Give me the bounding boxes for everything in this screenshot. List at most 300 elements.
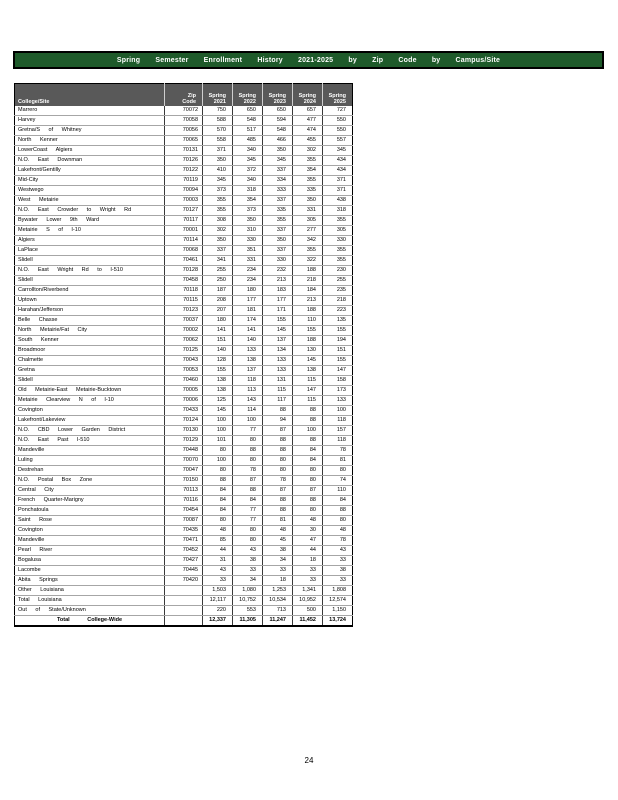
site-cell: LowerCoast Algiers: [15, 146, 165, 156]
site-cell: Belle Chasse: [15, 316, 165, 326]
zip-cell: 70461: [165, 256, 203, 266]
value-cell: 188: [293, 266, 323, 276]
table-row: [15, 156, 353, 166]
value-cell: 434: [323, 166, 353, 176]
value-cell: 305: [293, 216, 323, 226]
value-cell: 373: [233, 206, 263, 216]
grand-total-row: [15, 616, 353, 627]
total-row: [15, 606, 353, 616]
value-cell: 80: [323, 466, 353, 476]
zip-cell: 70087: [165, 516, 203, 526]
value-cell: 180: [203, 316, 233, 326]
zip-cell: [165, 606, 203, 616]
value-cell: 44: [293, 546, 323, 556]
table-row: [15, 286, 353, 296]
value-cell: 455: [293, 136, 323, 146]
value-cell: 88: [233, 486, 263, 496]
site-cell: N.O. Postal Box Zone: [15, 476, 165, 486]
value-cell: 657: [293, 106, 323, 116]
table-row: [15, 496, 353, 506]
value-cell: 345: [323, 146, 353, 156]
value-cell: 337: [203, 246, 233, 256]
value-cell: 187: [203, 286, 233, 296]
table-row: [15, 576, 353, 586]
value-cell: 43: [203, 566, 233, 576]
value-cell: 34: [233, 576, 263, 586]
table-row: [15, 206, 353, 216]
value-cell: 302: [293, 146, 323, 156]
zip-cell: 70058: [165, 116, 203, 126]
value-cell: 80: [293, 466, 323, 476]
site-cell: Carrollton/Riverbend: [15, 286, 165, 296]
value-cell: 151: [323, 346, 353, 356]
value-cell: 550: [323, 116, 353, 126]
site-cell: Total College-Wide: [15, 616, 165, 627]
table-row: [15, 136, 353, 146]
value-cell: 340: [233, 176, 263, 186]
value-cell: 213: [263, 276, 293, 286]
value-cell: 223: [323, 306, 353, 316]
zip-cell: 70448: [165, 446, 203, 456]
value-cell: 100: [323, 406, 353, 416]
value-cell: 84: [203, 486, 233, 496]
value-cell: 100: [233, 416, 263, 426]
header-line: Spring: [268, 93, 286, 99]
value-cell: 133: [263, 366, 293, 376]
value-cell: 147: [293, 386, 323, 396]
table-row: [15, 426, 353, 436]
site-cell: Metairie Clearview N of I-10: [15, 396, 165, 406]
site-cell: Westwego: [15, 186, 165, 196]
value-cell: 133: [323, 396, 353, 406]
value-cell: 84: [293, 446, 323, 456]
value-cell: 78: [323, 446, 353, 456]
site-cell: N.O. East Past I-510: [15, 436, 165, 446]
value-cell: 410: [203, 166, 233, 176]
value-cell: 141: [203, 326, 233, 336]
report-title-bar: [13, 51, 604, 69]
value-cell: 155: [263, 316, 293, 326]
site-cell: North Metairie/Fat City: [15, 326, 165, 336]
value-cell: 38: [233, 556, 263, 566]
value-cell: 194: [323, 336, 353, 346]
site-cell: Algiers: [15, 236, 165, 246]
value-cell: 350: [263, 146, 293, 156]
value-cell: 350: [203, 236, 233, 246]
value-cell: 87: [233, 476, 263, 486]
value-cell: 341: [203, 256, 233, 266]
value-cell: 80: [263, 456, 293, 466]
zip-cell: 70433: [165, 406, 203, 416]
zip-cell: 70001: [165, 226, 203, 236]
value-cell: 230: [323, 266, 353, 276]
zip-cell: 70127: [165, 206, 203, 216]
value-cell: 557: [323, 136, 353, 146]
value-cell: 10,952: [293, 596, 323, 606]
table-row: [15, 346, 353, 356]
table-row: [15, 246, 353, 256]
value-cell: 181: [233, 306, 263, 316]
value-cell: 88: [203, 476, 233, 486]
zip-cell: 70043: [165, 356, 203, 366]
value-cell: 594: [263, 116, 293, 126]
zip-cell: 70062: [165, 336, 203, 346]
value-cell: 87: [293, 486, 323, 496]
value-cell: 88: [263, 436, 293, 446]
zip-cell: 70003: [165, 196, 203, 206]
value-cell: 88: [263, 496, 293, 506]
zip-cell: 70458: [165, 276, 203, 286]
value-cell: 1,503: [203, 586, 233, 596]
zip-cell: [165, 586, 203, 596]
value-cell: 33: [263, 566, 293, 576]
value-cell: 331: [293, 206, 323, 216]
value-cell: 80: [233, 526, 263, 536]
value-cell: 1,341: [293, 586, 323, 596]
header-line: Spring: [238, 93, 256, 99]
total-row: [15, 596, 353, 606]
value-cell: 88: [233, 446, 263, 456]
value-cell: 12,337: [203, 616, 233, 627]
table-row: [15, 366, 353, 376]
value-cell: 80: [203, 516, 233, 526]
site-cell: Covington: [15, 526, 165, 536]
value-cell: 138: [203, 376, 233, 386]
table-row: [15, 526, 353, 536]
table-row: [15, 406, 353, 416]
value-cell: 207: [203, 306, 233, 316]
value-cell: 350: [203, 156, 233, 166]
enrollment-table: [14, 83, 353, 627]
value-cell: 350: [293, 196, 323, 206]
value-cell: 38: [263, 546, 293, 556]
value-cell: 335: [263, 206, 293, 216]
value-cell: 650: [263, 106, 293, 116]
zip-cell: 70005: [165, 386, 203, 396]
value-cell: 173: [323, 386, 353, 396]
value-cell: 84: [233, 496, 263, 506]
table-row: [15, 146, 353, 156]
table-row: [15, 456, 353, 466]
value-cell: 135: [323, 316, 353, 326]
zip-cell: 70123: [165, 306, 203, 316]
site-cell: Slidell: [15, 376, 165, 386]
value-cell: 335: [293, 186, 323, 196]
value-cell: 235: [323, 286, 353, 296]
column-header-spring-2021: [203, 84, 233, 107]
value-cell: 213: [293, 296, 323, 306]
value-cell: 548: [233, 116, 263, 126]
column-header-spring-2022: [233, 84, 263, 107]
zip-cell: 70115: [165, 296, 203, 306]
table-row: [15, 396, 353, 406]
value-cell: 117: [263, 396, 293, 406]
value-cell: 171: [263, 306, 293, 316]
site-cell: Gretna/S of Whitney: [15, 126, 165, 136]
value-cell: 18: [293, 556, 323, 566]
value-cell: 118: [323, 416, 353, 426]
site-cell: Mid-City: [15, 176, 165, 186]
value-cell: 333: [263, 186, 293, 196]
site-cell: Old Metairie-East Metairie-Bucktown: [15, 386, 165, 396]
value-cell: 188: [293, 306, 323, 316]
value-cell: 138: [233, 356, 263, 366]
value-cell: 130: [293, 346, 323, 356]
site-cell: N.O. East Downman: [15, 156, 165, 166]
value-cell: 330: [263, 256, 293, 266]
zip-cell: 70454: [165, 506, 203, 516]
value-cell: 355: [323, 256, 353, 266]
value-cell: 337: [263, 226, 293, 236]
value-cell: 434: [323, 156, 353, 166]
value-cell: 12,574: [323, 596, 353, 606]
value-cell: 10,534: [263, 596, 293, 606]
value-cell: 220: [203, 606, 233, 616]
value-cell: 548: [263, 126, 293, 136]
value-cell: 340: [233, 146, 263, 156]
value-cell: 218: [323, 296, 353, 306]
value-cell: 570: [203, 126, 233, 136]
column-header-zip-code: [165, 84, 203, 107]
enrollment-table-header: [15, 84, 353, 107]
value-cell: 553: [233, 606, 263, 616]
value-cell: 355: [293, 176, 323, 186]
value-cell: 155: [323, 326, 353, 336]
zip-cell: 70037: [165, 316, 203, 326]
table-row: [15, 216, 353, 226]
value-cell: 308: [203, 216, 233, 226]
value-cell: 334: [263, 176, 293, 186]
value-cell: 174: [233, 316, 263, 326]
value-cell: 48: [323, 526, 353, 536]
value-cell: 302: [203, 226, 233, 236]
value-cell: 355: [323, 246, 353, 256]
value-cell: 318: [233, 186, 263, 196]
site-cell: Gretna: [15, 366, 165, 376]
value-cell: 218: [293, 276, 323, 286]
value-cell: 351: [233, 246, 263, 256]
table-row: [15, 106, 353, 116]
site-cell: Lakefront/Lakeview: [15, 416, 165, 426]
table-row: [15, 316, 353, 326]
zip-cell: 70130: [165, 426, 203, 436]
value-cell: 80: [293, 506, 323, 516]
value-cell: 30: [293, 526, 323, 536]
table-row: [15, 256, 353, 266]
table-row: [15, 276, 353, 286]
value-cell: 33: [203, 576, 233, 586]
value-cell: 47: [293, 536, 323, 546]
value-cell: 10,752: [233, 596, 263, 606]
value-cell: 143: [233, 396, 263, 406]
site-cell: French Quarter-Marigny: [15, 496, 165, 506]
value-cell: 350: [233, 216, 263, 226]
zip-cell: 70094: [165, 186, 203, 196]
zip-cell: 70131: [165, 146, 203, 156]
zip-cell: 70150: [165, 476, 203, 486]
zip-cell: 70460: [165, 376, 203, 386]
table-row: [15, 266, 353, 276]
page-number: 24: [304, 756, 314, 765]
zip-cell: 70072: [165, 106, 203, 116]
value-cell: 145: [293, 356, 323, 366]
value-cell: 372: [233, 166, 263, 176]
table-row: [15, 336, 353, 346]
value-cell: 371: [203, 146, 233, 156]
value-cell: 345: [203, 176, 233, 186]
value-cell: 113: [233, 386, 263, 396]
value-cell: 355: [203, 206, 233, 216]
value-cell: 177: [233, 296, 263, 306]
value-cell: 80: [233, 436, 263, 446]
site-cell: Lakefront/Gentilly: [15, 166, 165, 176]
value-cell: 84: [203, 496, 233, 506]
zip-cell: 70427: [165, 556, 203, 566]
table-row: [15, 556, 353, 566]
zip-cell: 70420: [165, 576, 203, 586]
site-cell: Slidell: [15, 276, 165, 286]
value-cell: 115: [293, 396, 323, 406]
value-cell: 180: [233, 286, 263, 296]
total-row: [15, 586, 353, 596]
value-cell: 145: [263, 326, 293, 336]
column-header-spring-2024: [293, 84, 323, 107]
value-cell: 34: [263, 556, 293, 566]
site-cell: Central City: [15, 486, 165, 496]
value-cell: 48: [263, 526, 293, 536]
site-cell: West Metairie: [15, 196, 165, 206]
value-cell: 354: [233, 196, 263, 206]
site-cell: Metairie S of I-10: [15, 226, 165, 236]
table-row: [15, 116, 353, 126]
value-cell: 337: [263, 196, 293, 206]
value-cell: 133: [263, 356, 293, 366]
value-cell: 438: [323, 196, 353, 206]
value-cell: 331: [233, 256, 263, 266]
table-row: [15, 506, 353, 516]
value-cell: 38: [323, 566, 353, 576]
value-cell: 80: [233, 536, 263, 546]
value-cell: 94: [263, 416, 293, 426]
value-cell: 588: [203, 116, 233, 126]
site-cell: Bogalusa: [15, 556, 165, 566]
table-row: [15, 566, 353, 576]
site-cell: Slidell: [15, 256, 165, 266]
value-cell: 147: [323, 366, 353, 376]
value-cell: 355: [323, 216, 353, 226]
site-cell: Abita Springs: [15, 576, 165, 586]
value-cell: 354: [293, 166, 323, 176]
value-cell: 74: [323, 476, 353, 486]
zip-cell: [165, 596, 203, 606]
value-cell: 81: [323, 456, 353, 466]
header-line: Spring: [208, 93, 226, 99]
value-cell: 118: [323, 436, 353, 446]
value-cell: 151: [203, 336, 233, 346]
value-cell: 234: [233, 266, 263, 276]
value-cell: 337: [263, 166, 293, 176]
column-header-spring-2023: [263, 84, 293, 107]
value-cell: 155: [293, 326, 323, 336]
value-cell: 100: [203, 426, 233, 436]
site-cell: N.O. East Wright Rd to I-510: [15, 266, 165, 276]
value-cell: 77: [233, 516, 263, 526]
value-cell: 88: [293, 436, 323, 446]
value-cell: 1,253: [263, 586, 293, 596]
value-cell: 33: [323, 556, 353, 566]
site-cell: Broadmoor: [15, 346, 165, 356]
value-cell: 13,724: [323, 616, 353, 627]
header-line: Zip: [187, 93, 196, 99]
value-cell: 134: [263, 346, 293, 356]
site-cell: Destrehan: [15, 466, 165, 476]
zip-cell: 70129: [165, 436, 203, 446]
value-cell: 318: [323, 206, 353, 216]
value-cell: 115: [263, 386, 293, 396]
value-cell: 177: [263, 296, 293, 306]
value-cell: 100: [203, 456, 233, 466]
value-cell: 550: [323, 126, 353, 136]
value-cell: 78: [263, 476, 293, 486]
site-cell: Mandeville: [15, 446, 165, 456]
value-cell: 138: [203, 386, 233, 396]
value-cell: 88: [293, 416, 323, 426]
value-cell: 750: [203, 106, 233, 116]
header-line: 2023: [273, 99, 286, 105]
table-row: [15, 446, 353, 456]
header-line: Spring: [328, 93, 346, 99]
value-cell: 48: [203, 526, 233, 536]
header-line: 2022: [243, 99, 256, 105]
table-row: [15, 436, 353, 446]
table-row: [15, 376, 353, 386]
value-cell: 33: [293, 576, 323, 586]
zip-cell: 70445: [165, 566, 203, 576]
header-line: 2021: [213, 99, 226, 105]
zip-cell: 70065: [165, 136, 203, 146]
value-cell: 80: [233, 456, 263, 466]
value-cell: 138: [293, 366, 323, 376]
zip-cell: 70002: [165, 326, 203, 336]
value-cell: 466: [263, 136, 293, 146]
value-cell: 558: [203, 136, 233, 146]
value-cell: 140: [203, 346, 233, 356]
value-cell: 310: [233, 226, 263, 236]
column-header-college-site: [15, 84, 165, 107]
value-cell: 137: [233, 366, 263, 376]
value-cell: 100: [203, 416, 233, 426]
value-cell: 88: [263, 406, 293, 416]
value-cell: 650: [233, 106, 263, 116]
zip-cell: 70114: [165, 236, 203, 246]
value-cell: 208: [203, 296, 233, 306]
value-cell: 78: [323, 536, 353, 546]
table-row: [15, 236, 353, 246]
header-line: Spring: [298, 93, 316, 99]
value-cell: 145: [203, 406, 233, 416]
value-cell: 77: [233, 426, 263, 436]
site-cell: South Kenner: [15, 336, 165, 346]
column-header-spring-2025: [323, 84, 353, 107]
table-row: [15, 306, 353, 316]
header-line: Code: [182, 99, 196, 105]
value-cell: 131: [263, 376, 293, 386]
site-cell: Bywater Lower 9th Ward: [15, 216, 165, 226]
value-cell: 115: [293, 376, 323, 386]
value-cell: 100: [293, 426, 323, 436]
value-cell: 1,150: [323, 606, 353, 616]
zip-cell: 70006: [165, 396, 203, 406]
